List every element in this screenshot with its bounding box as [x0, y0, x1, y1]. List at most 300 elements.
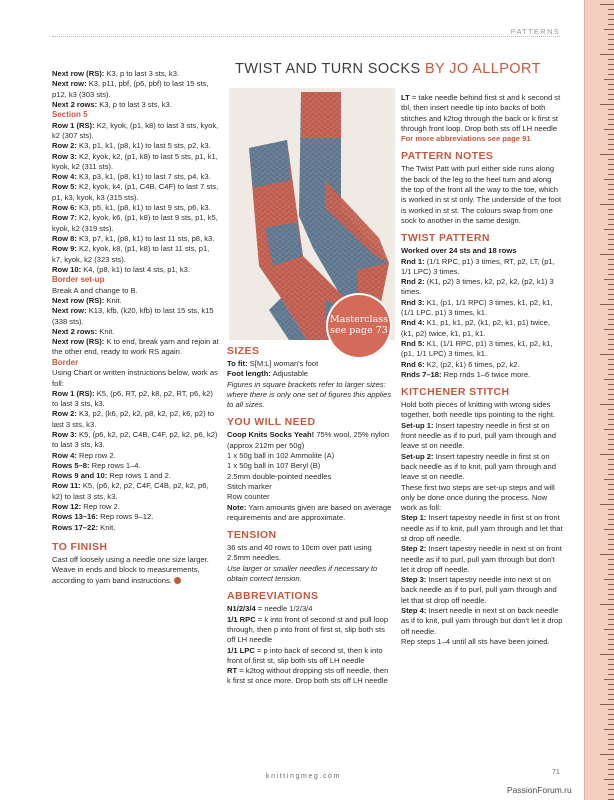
instruction-row-key: Row 4: [52, 450, 77, 460]
ruler-tick [608, 599, 614, 600]
abbreviations-heading: ABBREVIATIONS [227, 590, 319, 603]
ruler-tick [604, 279, 614, 280]
ruler-tick [608, 324, 614, 325]
instruction-row-text: K5, (p6, k2, p2, C4F, C4B, p2, k2, p6, k2) to last 3 sts, k3. [52, 481, 209, 501]
ruler-tick [608, 534, 614, 535]
ruler-tick [608, 264, 614, 265]
ruler-tick [608, 584, 614, 585]
ruler-tick [600, 304, 614, 305]
instruction-row-key: Next row: [52, 79, 87, 89]
ruler-tick [608, 784, 614, 785]
twist-row [401, 339, 563, 360]
instruction-row [52, 203, 220, 213]
instruction-row [52, 523, 220, 533]
ruler-tick [608, 414, 614, 415]
ruler-tick [608, 314, 614, 315]
ruler-tick [608, 409, 614, 410]
ruler-tick [608, 439, 614, 440]
instruction-row [52, 512, 220, 522]
ruler-tick [608, 334, 614, 335]
abbr-key: 1/1 RPC [227, 614, 256, 624]
ruler-tick [600, 554, 614, 555]
instruction-row-key: Next row (RS): [52, 337, 105, 347]
instruction-row-key: Row 4: [52, 172, 77, 182]
twist-row [401, 370, 563, 380]
abbr-key: 1/1 LPC [227, 645, 255, 655]
ruler-tick [608, 134, 614, 135]
ruler-tick [608, 339, 614, 340]
instruction-row [52, 182, 220, 203]
article-title [235, 61, 541, 77]
kitchener-setup-step-text: Insert tapestry needle in first st on back needle as if to knit, pull yarn through and leave st on needle. [401, 451, 556, 482]
ruler-tick [608, 459, 614, 460]
ruler-tick [608, 289, 614, 290]
need-yarn-value: 75% wool, 25% nylon (approx 212m per 50g) [227, 430, 389, 450]
instruction-row [52, 409, 220, 430]
sizes-to-fit-value: S[M:L] woman's foot [247, 359, 319, 368]
ruler-tick [608, 39, 614, 40]
instruction-row-key: Next row: [52, 306, 87, 316]
kitchener-step [401, 513, 563, 544]
twist-row [401, 318, 563, 339]
ruler-tick [608, 384, 614, 385]
section-label: PATTERNS [510, 27, 560, 36]
instruction-row-key: Row 3: [52, 151, 77, 161]
ruler-tick [608, 609, 614, 610]
ruler-tick [608, 14, 614, 15]
kitchener-setup-step-text: Insert tapestry needle in first st on front needle as if to purl, pull yarn through and leave st on needle. [401, 420, 556, 451]
twist-intro: Worked over 24 sts and 18 rows [401, 246, 517, 256]
instruction-row [52, 471, 220, 481]
ruler-tick [608, 709, 614, 710]
ruler-tick [608, 244, 614, 245]
sizes-to-fit-key: To fit: [227, 359, 248, 368]
ruler-tick [608, 164, 614, 165]
ruler-tick [608, 464, 614, 465]
badge-line1: Masterclass [329, 314, 389, 325]
instruction-row [52, 451, 220, 461]
instruction-row-text: K2, kyok, k2, (p1, k8) to last 5 sts, p1, k1, kyok, k2 (311 sts). [52, 151, 218, 171]
instruction-row-text: K2, kyok, k6, (p1, k8) to last 9 sts, p1, k5, kyok, k2 (319 sts). [52, 213, 218, 233]
ruler-tick [608, 544, 614, 545]
ruler-tick [608, 789, 614, 790]
instruction-row [52, 461, 220, 471]
ruler-tick [608, 139, 614, 140]
twist-row-text: K1, (1/1 RPC, p1) 3 times, k1, p2, k1, (p1, 1/1 LPC) 3 times, k1. [401, 338, 553, 359]
ruler-tick [608, 114, 614, 115]
ruler-tick [608, 369, 614, 370]
ruler-tick [608, 659, 614, 660]
header-rule [52, 36, 560, 37]
instruction-row-text: K3, p3, k1, (p8, k1) to last 7 sts, p4, k3. [76, 172, 211, 182]
kitchener-setup-steps [401, 421, 563, 483]
twist-row-key: Rnds 7–18: [401, 369, 442, 379]
ruler-tick [608, 124, 614, 125]
ruler-tick [608, 19, 614, 20]
yarn-ball-icon [174, 577, 181, 584]
ruler-tick [604, 479, 614, 480]
ruler-tick [608, 94, 614, 95]
twist-row-text: K2, (p2, k1) 6 times, p2, k2. [424, 359, 520, 369]
ruler-tick [608, 214, 614, 215]
instruction-row [52, 337, 220, 358]
instruction-row-text: K2, kyok, k8, (p1, k8) to last 11 sts, p1, k7, kyok, k2 (323 sts). [52, 244, 210, 264]
ruler-tick [608, 739, 614, 740]
ruler-tick [608, 174, 614, 175]
kitchener-step [401, 606, 563, 637]
kitchener-step-key: Step 3: [401, 575, 427, 585]
kitchener-heading: KITCHENER STITCH [401, 386, 510, 399]
ruler-tick [608, 594, 614, 595]
subsection-heading: Border [52, 357, 79, 367]
instruction-row-text: K5, (p6, RT, p2, k8, p2, RT, p6, k2) to last 3 sts, k3. [52, 388, 213, 409]
ruler-tick [600, 504, 614, 505]
twist-row [401, 257, 563, 278]
instruction-row-text: K2, kyok, (p1, k8) to last 3 sts, kyok, k2 (307 sts). [52, 120, 219, 140]
instruction-row-key: Rows 9 and 10: [52, 471, 108, 481]
kitchener-setup-step-key: Set-up 1: [401, 420, 434, 430]
ruler-tick [608, 639, 614, 640]
ruler-tick [608, 449, 614, 450]
abbr-text: = k into front of second st and pull loop through, then p into front of first st, slip both sts off LH needle [227, 614, 389, 645]
ruler-tick [608, 144, 614, 145]
instruction-row-key: Next row (RS): [52, 69, 105, 78]
ruler-tick [608, 199, 614, 200]
instruction-row [52, 244, 220, 265]
instruction-row-text: K13, kfb, (k20, kfb) to last 15 sts, k15 (338 sts). [52, 306, 214, 326]
ruler-tick [608, 209, 614, 210]
ruler-tick [608, 64, 614, 65]
instruction-row-text: Break A and change to B. [52, 285, 138, 295]
ruler-tick [608, 634, 614, 635]
instruction-row [52, 327, 220, 337]
twist-row-text: (1/1 RPC, p1) 3 times, RT, p2, LT, (p1, 1/1 LPC) 3 times. [401, 256, 555, 276]
ruler-tick [604, 379, 614, 380]
instruction-row-key: Row 6: [52, 203, 77, 213]
instruction-row [52, 152, 220, 173]
ruler-tick [608, 489, 614, 490]
instruction-row [52, 481, 220, 502]
ruler-tick [608, 364, 614, 365]
ruler-tick [608, 444, 614, 445]
ruler-tick [608, 794, 614, 795]
kitchener-step-text: Insert needle in next st on back needle as if to knit, pull yarn through but don't let it drop off needle. [401, 606, 563, 636]
abbr-text: = needle 1/2/3/4 [255, 604, 313, 614]
instruction-row-text: K3, p1, k1, (p8, k1) to last 5 sts, p2, k3. [76, 141, 211, 151]
ruler-tick [608, 59, 614, 60]
need-item: 2.5mm double-pointed needles [227, 471, 332, 481]
sizes-foot-value: Adjustable [270, 369, 309, 379]
left-column [52, 69, 220, 586]
page-number: 71 [552, 769, 560, 776]
ruler-tick [600, 704, 614, 705]
ruler-tick [608, 24, 614, 25]
instruction-row [52, 213, 220, 234]
instruction-row-text: K3, p11, pbf, (p6, pbf) to last 15 sts, p12, k3 (303 sts). [52, 79, 209, 99]
instruction-row-text: K3, p to last 3 sts, k3. [104, 69, 180, 78]
ruler-tick [608, 119, 614, 120]
sizes-foot-key: Foot length: [227, 369, 271, 379]
kitchener-step-text: Insert tapestry needle in next st on front needle as if to purl, pull yarn through but don't let it drop off needle. [401, 544, 562, 574]
ruler-tick [608, 74, 614, 75]
ruler-tick [608, 719, 614, 720]
instruction-row-text: K4, (p8, k1) to last 4 sts, p1, k3. [81, 264, 191, 274]
more-abbreviations-link[interactable]: For more abbreviations see page 91 [401, 134, 531, 144]
twist-row-key: Rnd 5: [401, 338, 425, 348]
subsection-heading: Section 5 [52, 110, 88, 120]
ruler-tick [600, 454, 614, 455]
ruler-tick [608, 759, 614, 760]
ruler-tick [608, 319, 614, 320]
kitchener-step-key: Step 4: [401, 606, 427, 616]
ruler-tick [604, 229, 614, 230]
kitchener-setup-step [401, 421, 563, 452]
kitchener-steps [401, 513, 563, 637]
ruler-tick [608, 84, 614, 85]
ruler-tick [608, 284, 614, 285]
ruler-tick [604, 329, 614, 330]
ruler-tick [608, 519, 614, 520]
twist-heading: TWIST PATTERN [401, 232, 490, 245]
ruler-tick [608, 259, 614, 260]
pattern-notes-text: The Twist Patt with purl either side runs along the back of the leg to the heel turn and along the top of the front all the way to the toe, which is worked in st st only. The underside of the foot is worked in st st. The colours swap from one sock to another in the same design. [401, 164, 562, 225]
instruction-row-text: Rep rows 1 and 2. [107, 471, 172, 481]
twist-row-text: K1, (p1, 1/1 RPC) 3 times, k1, p2, k1, (1/1 LPC, p1) 3 times, k1. [401, 297, 553, 318]
badge-line2: see page 73 [330, 325, 388, 336]
instruction-row [52, 172, 220, 182]
instruction-row-text: Rep rows 1–4. [89, 460, 141, 470]
ruler-tick [608, 274, 614, 275]
instruction-row [52, 296, 220, 306]
ruler-tick [604, 679, 614, 680]
ruler-tick [604, 529, 614, 530]
instruction-row-text: Rep row 2. [76, 450, 116, 460]
ruler-tick [604, 79, 614, 80]
instruction-row [52, 69, 220, 79]
ruler-tick [600, 154, 614, 155]
instruction-row-key: Row 1 (RS): [52, 120, 95, 130]
ruler-tick [608, 99, 614, 100]
twist-row-text: Rep rnds 1–6 twice more. [441, 369, 531, 379]
sizes-note: Figures in square brackets refer to larger sizes: where there is only one set of figures this applies to all sizes. [227, 379, 392, 410]
twist-row-text: (K1, p2) 3 times, k2, p2, k2, (p2, k1) 3 times. [401, 277, 554, 297]
ruler-tick [608, 524, 614, 525]
instruction-row-text: Using Chart or written instructions below, work as foll: [52, 368, 218, 388]
need-item: Stitch marker [227, 481, 272, 491]
ruler-tick [608, 399, 614, 400]
ruler-tick [608, 389, 614, 390]
kitchener-mid: These first two steps are set-up steps and will only be done once during the process. Now work as foll: [401, 482, 555, 513]
need-note-key: Note: [227, 502, 247, 512]
ruler-tick [608, 49, 614, 50]
ruler-tick [608, 424, 614, 425]
instruction-row [52, 100, 220, 110]
kitchener-step-text: Insert tapestry needle into next st on back needle as if to purl, pull yarn through and let that st drop off needle. [401, 575, 557, 605]
ruler-tick [608, 699, 614, 700]
twist-row-key: Rnd 1: [401, 256, 425, 266]
instruction-row [52, 265, 220, 275]
tension-heading: TENSION [227, 529, 277, 542]
ruler-tick [608, 689, 614, 690]
title-main: TWIST AND TURN SOCKS [235, 61, 421, 77]
abbr-text: = p into back of second st, then k into front of first st, slip both sts off LH needle [227, 645, 383, 665]
instruction-row-text: K3, p5, k1, (p8, k1) to last 9 sts, p6, k3. [76, 203, 211, 213]
ruler-tick [608, 714, 614, 715]
instruction-row-text: Knit. [104, 295, 122, 305]
ruler-tick [608, 589, 614, 590]
ruler-tick [608, 344, 614, 345]
ruler-tick [608, 734, 614, 735]
instruction-row-text: K to end, break yarn and rejoin at the other end, ready to work RS again. [52, 337, 219, 357]
instruction-row-text: K2, kyok, k4, (p1, C4B, C4F) to last 7 sts, p1, k3, kyok, k3 (315 sts). [52, 182, 219, 202]
ruler-tick [600, 404, 614, 405]
ruler-tick [604, 629, 614, 630]
abbr-key: RT [227, 666, 238, 676]
ruler-tick [608, 34, 614, 35]
instruction-row-key: Row 5: [52, 182, 77, 192]
twist-row-key: Rnd 3: [401, 297, 425, 307]
twist-row-key: Rnd 2: [401, 277, 425, 287]
ruler-tick [600, 54, 614, 55]
instruction-row-text: Knit. [97, 326, 115, 336]
instruction-row [52, 306, 220, 327]
middle-column [227, 345, 393, 687]
instruction-row-key: Row 12: [52, 502, 82, 512]
need-item: 1 x 50g ball in 107 Beryl (B) [227, 461, 321, 471]
kitchener-setup-step [401, 452, 563, 483]
ruler-tick [608, 149, 614, 150]
ruler-strip [584, 0, 614, 800]
ruler-tick [608, 574, 614, 575]
kitchener-step [401, 544, 563, 575]
kitchener-setup-step-key: Set-up 2: [401, 451, 434, 461]
ruler-tick [608, 564, 614, 565]
instruction-row-text: K3, p2, (k6, p2, k2, p8, k2, p2, k6, p2) to last 3 sts, k3. [52, 409, 215, 429]
instruction-row-key: Next 2 rows: [52, 326, 98, 336]
ruler-tick [600, 654, 614, 655]
kitchener-step [401, 575, 563, 606]
ruler-tick [608, 769, 614, 770]
ruler-tick [608, 419, 614, 420]
ruler-tick [600, 604, 614, 605]
ruler-tick [608, 484, 614, 485]
ruler-tick [608, 724, 614, 725]
instruction-row-key: Row 8: [52, 233, 77, 243]
lt-text: = take needle behind first st and k second st tbl, then insert needle tip into backs of both stitches and k2tog through the back or k first st through front loop. Drop both sts off LH needle [401, 93, 561, 133]
ruler-tick [608, 89, 614, 90]
ruler-tick [608, 619, 614, 620]
ruler-tick [608, 224, 614, 225]
ruler-tick [608, 469, 614, 470]
need-yarn-key: Coop Knits Socks Yeah! [227, 430, 315, 440]
ruler-tick [608, 644, 614, 645]
ruler-tick [608, 294, 614, 295]
twist-rows [401, 257, 563, 381]
footer-url[interactable]: knittingmeg.com [266, 773, 341, 780]
ruler-tick [604, 29, 614, 30]
pattern-notes-heading: PATTERN NOTES [401, 150, 494, 163]
ruler-tick [608, 109, 614, 110]
instruction-row-text: Knit. [98, 522, 116, 532]
ruler-tick [608, 509, 614, 510]
ruler-tick [608, 774, 614, 775]
right-column [401, 93, 563, 647]
ruler-tick [600, 104, 614, 105]
ruler-tick [608, 569, 614, 570]
finish-heading: TO FINISH [52, 540, 108, 553]
ruler-tick [608, 359, 614, 360]
twist-row [401, 360, 563, 370]
ruler-tick [608, 684, 614, 685]
ruler-tick [604, 579, 614, 580]
ruler-tick [604, 179, 614, 180]
ruler-tick [608, 649, 614, 650]
twist-row-text: K1, p1, k1, p2, (k1, p2, k1, p1) twice, (k1, p2) twice, k1, p1, k1. [401, 318, 550, 338]
instruction-row-text: K3, p to last 3 sts, k3. [97, 99, 172, 109]
ruler-tick [604, 129, 614, 130]
instruction-row-key: Row 9: [52, 244, 77, 254]
ruler-tick [608, 539, 614, 540]
ruler-tick [604, 729, 614, 730]
ruler-tick [608, 394, 614, 395]
instruction-row-text: Rep row 2. [81, 502, 120, 512]
tension-text: 36 sts and 40 rows to 10cm over patt using 2.5mm needles. [227, 543, 372, 563]
twist-row-key: Rnd 4: [401, 318, 425, 328]
kitchener-step-key: Step 1: [401, 513, 427, 523]
kitchener-intro: Hold both pieces of knitting with wrong sides together, both needle tips pointing to the right. [401, 400, 556, 420]
instruction-row-text: Rep rows 9–12. [98, 512, 154, 522]
ruler-tick [608, 44, 614, 45]
instruction-row [52, 368, 220, 389]
watermark: PassionForum.ru [507, 785, 572, 795]
ruler-tick [608, 474, 614, 475]
ruler-tick [608, 309, 614, 310]
instruction-row-key: Next row (RS): [52, 295, 105, 305]
abbr-text: = k2tog without dropping sts off needle, then k first st once more. Drop both sts off LH needle [227, 666, 389, 686]
need-heading: YOU WILL NEED [227, 416, 316, 429]
ruler-tick [608, 499, 614, 500]
instruction-row-key: Rows 13–16: [52, 512, 99, 522]
instruction-row-key: Row 7: [52, 213, 77, 223]
ruler-tick [608, 169, 614, 170]
ruler-tick [600, 254, 614, 255]
subsection-heading: Border set-up [52, 275, 105, 285]
ruler-tick [608, 764, 614, 765]
finish-text-body: Cast off loosely using a needle one size larger. Weave in ends and block to measurements, according to yarn band instructions. [52, 554, 209, 585]
ruler-tick [608, 159, 614, 160]
ruler-tick [608, 514, 614, 515]
abbr-key: N1/2/3/4 [227, 604, 256, 614]
ruler-tick [608, 624, 614, 625]
instruction-row [52, 141, 220, 151]
ruler-tick [608, 374, 614, 375]
instruction-row-key: Row 2: [52, 141, 77, 151]
instruction-row [52, 389, 220, 410]
twist-row-key: Rnd 6: [401, 359, 425, 369]
instruction-row [52, 502, 220, 512]
title-byline: BY JO ALLPORT [424, 61, 541, 77]
finish-text [52, 555, 220, 586]
ruler-tick [608, 749, 614, 750]
instruction-row-key: Rows 17–22: [52, 522, 99, 532]
ruler-tick [608, 219, 614, 220]
kitchener-end: Rep steps 1–4 until all sts have been joined. [401, 636, 550, 646]
ruler-tick [608, 9, 614, 10]
need-note-value: Yarn amounts given are based on average requirements and are approximate. [227, 502, 392, 522]
instruction-row [52, 286, 220, 296]
ruler-tick [608, 299, 614, 300]
ruler-tick [600, 754, 614, 755]
